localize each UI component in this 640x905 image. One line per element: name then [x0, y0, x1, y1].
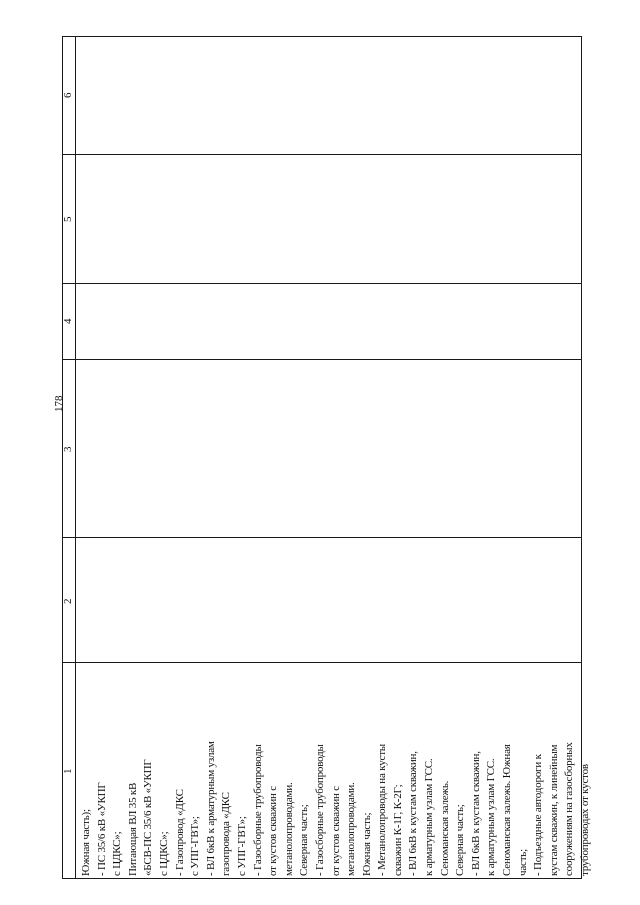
- cell-text-line: - Газопровод «ДКС: [173, 789, 186, 876]
- cell-text-line: часть;: [516, 849, 529, 876]
- cell-text-line: газопровода «ДКС: [220, 792, 233, 876]
- cell-text-line: Северная часть;: [298, 804, 311, 876]
- cell-text-line: к арматурным узлам ГСС.: [485, 758, 498, 876]
- cell-text-line: Сеноманская залежь. Южная: [501, 744, 514, 876]
- cell-text-line: Южная часть);: [80, 809, 92, 876]
- cell-text-line: метанолопроводами.: [282, 782, 295, 876]
- cell-text-line: трубопроводах от кустов: [579, 764, 591, 876]
- cell-text-line: Южная часть;: [360, 812, 373, 876]
- rotated-table: [62, 36, 591, 879]
- header-row-divider: [75, 36, 76, 879]
- column-number-4: 4: [62, 318, 74, 324]
- column-divider-4-5: [62, 283, 582, 284]
- column-1-cell-text: [79, 666, 591, 876]
- cell-text-line: - Подъездные автодороги к: [532, 754, 545, 876]
- column-divider-3-4: [62, 359, 582, 360]
- cell-text-line: с ЦДКС»;: [157, 831, 170, 876]
- column-divider-5-6: [62, 154, 582, 155]
- cell-text-line: - Метанолопроводы на кусты: [376, 744, 389, 876]
- cell-text-line: «БСВ-ПС 35/6 кВ «УКПГ: [142, 759, 155, 876]
- cell-text-line: кустам скважин, к линейным: [547, 744, 560, 876]
- cell-text-line: Питающая ВЛ 35 кВ: [126, 782, 139, 876]
- cell-text-line: с УПГ-ГВТ»;: [189, 816, 202, 876]
- cell-text-line: метанолопроводами.: [345, 782, 358, 876]
- column-number-6: 6: [62, 92, 74, 98]
- column-number-3: 3: [62, 446, 74, 452]
- page-number: 178: [53, 395, 65, 412]
- cell-text-line: от кустов скважин с: [329, 786, 342, 876]
- cell-text-line: Северная часть;: [454, 804, 467, 876]
- cell-text-line: Сеноманская залежь.: [438, 780, 451, 876]
- cell-text-line: - Газосборные трубопроводы: [251, 744, 264, 876]
- cell-text-line: скважин К-1Г, К-2Г;: [391, 784, 404, 876]
- column-number-1: 1: [62, 768, 74, 774]
- cell-text-line: - ПС 35/6 кВ «УКПГ: [95, 782, 108, 876]
- column-number-2: 2: [62, 598, 74, 604]
- cell-text-line: от кустов скважин с: [267, 786, 280, 876]
- column-number-5: 5: [62, 216, 74, 222]
- cell-text-line: - ВЛ 6кВ к арматурным узлам: [204, 741, 217, 876]
- cell-text-line: с УПГ-ГВТ»;: [235, 816, 248, 876]
- cell-text-line: к арматурным узлам ГСС.: [423, 758, 436, 876]
- column-divider-1-2: [62, 662, 582, 663]
- cell-text-line: с ЦДКС»;: [111, 831, 124, 876]
- column-divider-2-3: [62, 537, 582, 538]
- cell-text-line: - ВЛ 6кВ к кустам скважин,: [407, 751, 420, 876]
- cell-text-line: - ВЛ 6кВ к кустам скважин,: [469, 751, 482, 876]
- cell-text-line: - Газосборные трубопроводы: [313, 744, 326, 876]
- cell-text-line: сооружениям на газосборных: [563, 742, 576, 876]
